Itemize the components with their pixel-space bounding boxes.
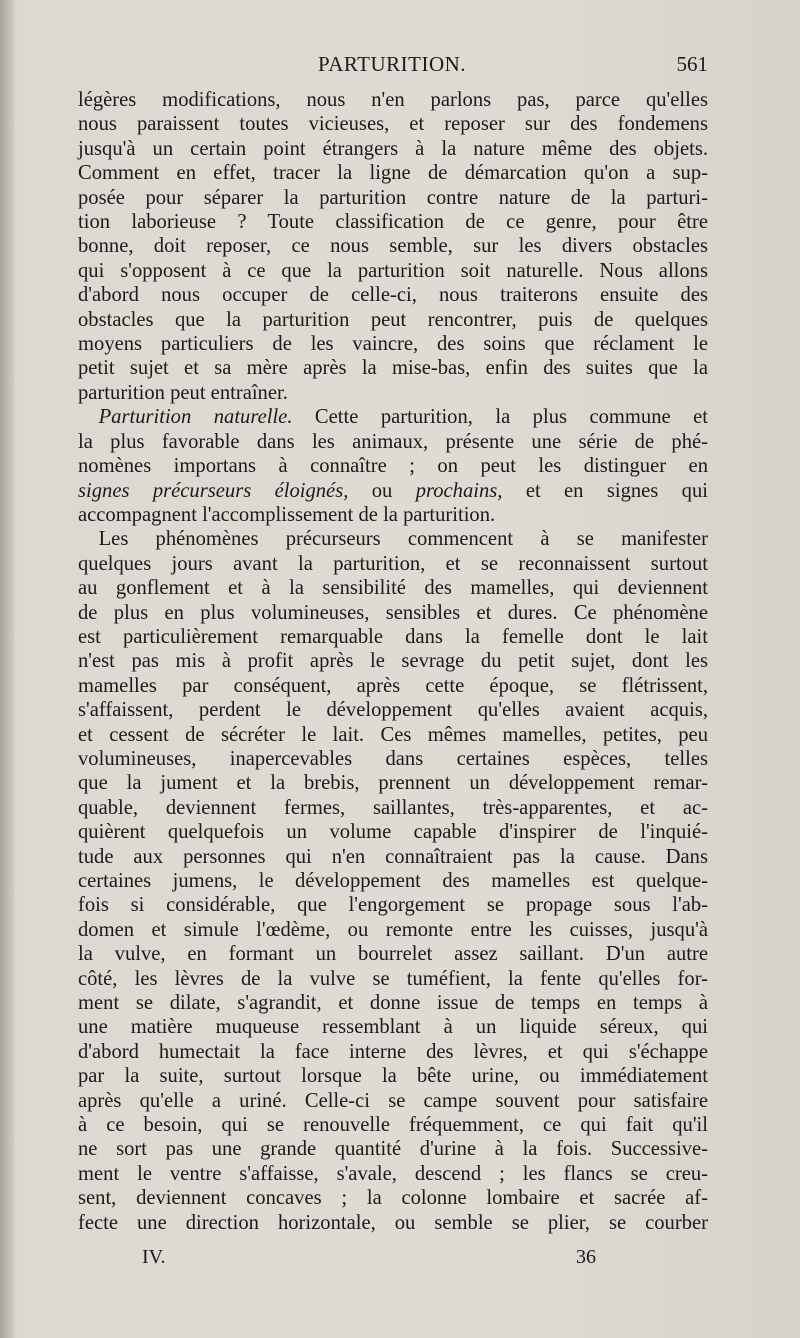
- paragraph-phenomenes: [78, 527, 708, 1235]
- page-header: [76, 50, 708, 84]
- text-line: Comment en effet, tracer la ligne de démarcation qu'on a sup-: [78, 162, 708, 185]
- text-line: d'abord humectait la face interne des lèvres, et qui s'échappe: [78, 1040, 708, 1063]
- text-line: volumineuses, inapercevables dans certaines espèces, telles: [78, 747, 708, 770]
- text-line: côté, les lèvres de la vulve se tuméfient, la fente qu'elles for-: [78, 967, 708, 990]
- text-line: une matière muqueuse ressemblant à un liquide séreux, qui: [78, 1016, 708, 1039]
- paragraph-intro: [78, 88, 708, 405]
- text-line: est particulièrement remarquable dans la femelle dont le lait: [78, 625, 708, 648]
- page-gutter: [0, 0, 14, 1338]
- text-line: bonne, doit reposer, ce nous semble, sur les divers obstacles: [78, 235, 708, 258]
- text-line: que la jument et la brebis, prennent un développement remar-: [78, 772, 708, 795]
- text-line: qui s'opposent à ce que la parturition soit naturelle. Nous allons: [78, 259, 708, 282]
- text-line: tude aux personnes qui n'en connaîtraient pas la cause. Dans: [78, 845, 708, 868]
- text-fragment: Les phénomènes précurseurs commencent à se manifester: [98, 528, 708, 551]
- text-line: et cessent de sécréter le lait. Ces mêmes mamelles, petites, peu: [78, 723, 708, 746]
- text-line: fecte une direction horizontale, ou semble se plier, se courber: [78, 1211, 708, 1234]
- text-line: accompagnent l'accomplissement de la parturition.: [78, 503, 496, 526]
- running-title: PARTURITION.: [317, 52, 467, 76]
- text-line: petit sujet et sa mère après la mise-bas, enfin des suites que la: [78, 357, 708, 380]
- text-line: quable, deviennent fermes, saillantes, très-apparentes, et ac-: [78, 796, 708, 819]
- paragraph-parturition-naturelle: [78, 405, 708, 527]
- text-line: n'est pas mis à profit après le sevrage du petit sujet, dont les: [78, 650, 708, 673]
- text-line: sent, deviennent concaves ; la colonne lombaire et sacrée af-: [78, 1187, 708, 1210]
- text-line: fois si considérable, que l'engorgement se propage sous l'ab-: [78, 894, 708, 917]
- text-line: ne sort pas une grande quantité d'urine à la fois. Successive-: [78, 1138, 708, 1161]
- text-line: s'affaissent, perdent le développement qu'elles avaient acquis,: [78, 699, 708, 722]
- text-line: la vulve, en formant un bourrelet assez saillant. D'un autre: [78, 943, 708, 966]
- text-fragment: ou: [371, 479, 393, 502]
- text-line: la plus favorable dans les animaux, présente une série de phé-: [78, 430, 708, 453]
- text-line: jusqu'à un certain point étrangers à la nature même des objets.: [78, 137, 708, 160]
- text-line: par la suite, surtout lorsque la bête urine, ou immédiatement: [78, 1065, 708, 1088]
- text-line: au gonflement et à la sensibilité des mamelles, qui deviennent: [78, 577, 708, 600]
- text-line: ment le ventre s'affaisse, s'avale, descend ; les flancs se creu-: [78, 1162, 708, 1185]
- text-fragment: Cette parturition, la plus commune et: [314, 406, 708, 429]
- italic-term: signes précurseurs éloignés,: [78, 479, 349, 502]
- text-line: de plus en plus volumineuses, sensibles et dures. Ce phénomène: [78, 601, 708, 624]
- page-footer: [78, 1246, 708, 1276]
- text-line: parturition peut entraîner.: [78, 381, 288, 404]
- text-line: nomènes importans à connaître ; on peut les distinguer en: [78, 455, 708, 478]
- text-line: certaines jumens, le développement des mamelles est quelque-: [78, 870, 708, 892]
- text-line: tion laborieuse ? Toute classification de ce genre, pour être: [78, 211, 708, 234]
- text-line: moyens particuliers de les vaincre, des soins que réclament le: [78, 333, 708, 356]
- folio-number: 36: [576, 1246, 596, 1268]
- text-line: nous paraissent toutes vicieuses, et reposer sur des fondemens: [78, 113, 708, 136]
- text-line: ment se dilate, s'agrandit, et donne issue de temps en temps à: [78, 992, 708, 1015]
- text-line: domen et simule l'œdème, ou remonte entre les cuisses, jusqu'à: [78, 918, 708, 941]
- text-line: à ce besoin, qui se renouvelle fréquemment, ce qui fait qu'il: [78, 1114, 708, 1137]
- text-line: obstacles que la parturition peut rencontrer, puis de quelques: [78, 308, 708, 331]
- italic-term: prochains,: [415, 479, 503, 502]
- body-text: [78, 88, 708, 1235]
- text-line: [78, 527, 708, 551]
- text-line: posée pour séparer la parturition contre nature de la parturi-: [78, 186, 708, 209]
- text-line: d'abord nous occuper de celle-ci, nous traiterons ensuite des: [78, 284, 708, 307]
- text-line: quièrent quelquefois un volume capable d'inspirer de l'inquié-: [78, 821, 708, 844]
- text-line: après qu'elle a uriné. Celle-ci se campe souvent pour satisfaire: [78, 1089, 708, 1112]
- text-line: [78, 405, 708, 429]
- text-line: mamelles par conséquent, après cette époque, se flétrissent,: [78, 674, 708, 697]
- text-line: quelques jours avant la parturition, et se reconnaissent surtout: [78, 552, 708, 575]
- section-heading-italic: Parturition naturelle.: [98, 406, 293, 429]
- text-line: légères modifications, nous n'en parlons pas, parce qu'elles: [78, 89, 708, 111]
- page-number: 561: [676, 52, 708, 76]
- signature-mark: IV.: [142, 1246, 166, 1268]
- text-fragment: et en signes qui: [525, 479, 708, 502]
- text-line: [78, 479, 708, 503]
